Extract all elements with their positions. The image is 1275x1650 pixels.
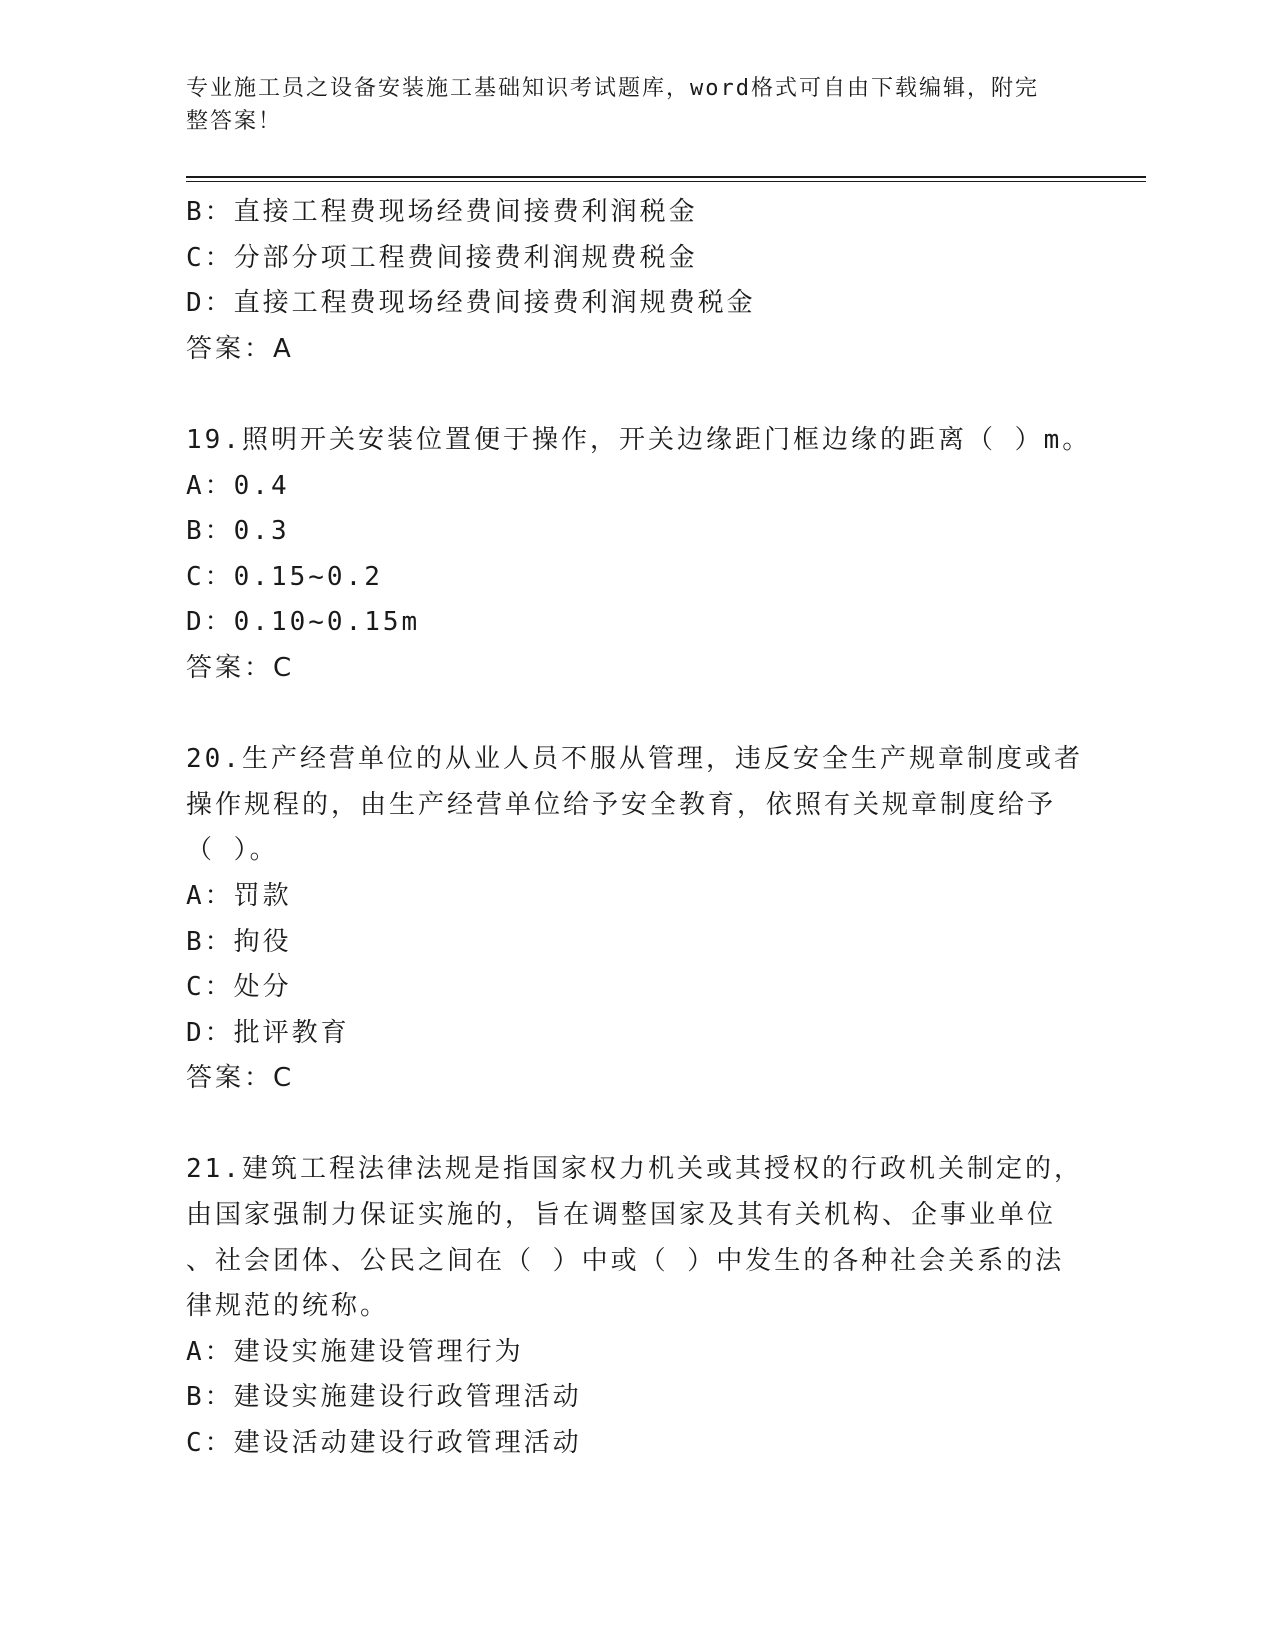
question-text-line: 21.建筑工程法律法规是指国家权力机关或其授权的行政机关制定的，: [186, 1154, 1083, 1185]
option-a: A：0.4: [186, 470, 290, 501]
header-line-2: 整答案！: [186, 109, 283, 134]
document-header: [186, 72, 1066, 138]
question-text: [186, 737, 1086, 874]
question-20: [186, 737, 1086, 1102]
option-a: A：建设实施建设管理行为: [186, 1336, 524, 1367]
answer: 答案：C: [186, 652, 295, 683]
question-18-continuation: [186, 190, 1086, 372]
option-c: C：分部分项工程费间接费利润规费税金: [186, 242, 698, 273]
option-d: D：直接工程费现场经费间接费利润规费税金: [186, 288, 756, 319]
question-text: [186, 1147, 1086, 1329]
option-c: C：处分: [186, 972, 292, 1003]
option-c: C：0.15~0.2: [186, 561, 383, 592]
option-b: B：0.3: [186, 516, 290, 547]
question-text-line: （ ）。: [186, 835, 279, 866]
question-21: [186, 1147, 1086, 1466]
question-text: 19.照明开关安装位置便于操作，开关边缘距门框边缘的距离（ ）m。: [186, 424, 1092, 455]
spacer: [186, 372, 1086, 418]
option-d: D：批评教育: [186, 1017, 350, 1048]
option-b: B：直接工程费现场经费间接费利润税金: [186, 197, 698, 227]
header-line-1: 专业施工员之设备安装施工基础知识考试题库，word格式可自由下载编辑，附完: [186, 76, 1039, 101]
question-text-line: 、社会团体、公民之间在（ ）中或（ ）中发生的各种社会关系的法: [186, 1245, 1065, 1276]
question-text-line: 由国家强制力保证实施的，旨在调整国家及其有关机构、企事业单位: [186, 1200, 1057, 1231]
question-text-line: 操作规程的，由生产经营单位给予安全教育，依照有关规章制度给予: [186, 789, 1057, 820]
option-b: B：建设实施建设行政管理活动: [186, 1382, 582, 1413]
spacer: [186, 1102, 1086, 1148]
header-divider-thick: [186, 176, 1146, 178]
option-c: C：建设活动建设行政管理活动: [186, 1428, 582, 1459]
answer: 答案：A: [186, 333, 294, 364]
header-divider-thin: [186, 181, 1146, 182]
spacer: [186, 692, 1086, 738]
answer: 答案：C: [186, 1063, 295, 1094]
question-list: [186, 190, 1092, 1467]
option-b: B：拘役: [186, 926, 292, 957]
question-19: [186, 418, 1092, 692]
question-text-line: 20.生产经营单位的从业人员不服从管理，违反安全生产规章制度或者: [186, 744, 1083, 775]
option-a: A：罚款: [186, 880, 292, 911]
option-d: D：0.10~0.15m: [186, 607, 421, 638]
question-text-line: 律规范的统称。: [186, 1291, 390, 1322]
